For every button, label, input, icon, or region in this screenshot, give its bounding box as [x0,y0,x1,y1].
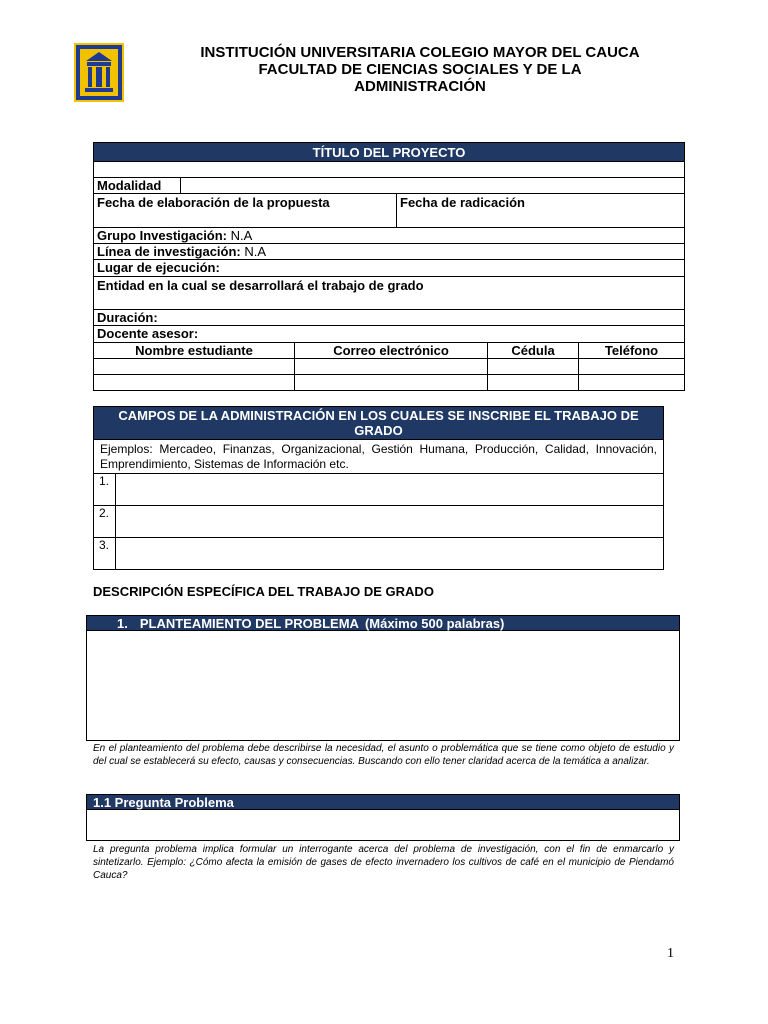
modalidad-label: Modalidad [94,178,181,193]
grupo-row [93,228,685,244]
project-title-label: TÍTULO DEL PROYECTO [312,144,466,160]
project-title-field[interactable] [93,162,685,178]
student-row [93,359,685,375]
fecha-radicacion-label: Fecha de radicación [400,195,525,210]
campo-row [93,474,664,506]
student-email-field[interactable] [295,375,488,390]
docente-label: Docente asesor: [97,326,199,341]
student-name-field[interactable] [94,375,295,390]
pregunta-field[interactable] [86,810,680,841]
linea-row [93,244,685,260]
students-header-row [93,343,685,359]
lugar-label: Lugar de ejecución: [97,260,220,275]
lugar-row [93,260,685,277]
modalidad-field[interactable] [181,178,684,193]
campo-field[interactable] [116,474,663,505]
fecha-elaboracion-label: Fecha de elaboración de la propuesta [94,194,397,227]
docente-row [93,326,685,343]
fechas-row [93,194,685,228]
campo-field[interactable] [116,506,663,537]
entidad-row [93,277,685,310]
institution-logo [74,43,124,102]
planteamiento-number: 1. [117,615,128,631]
campos-header [93,406,664,440]
grupo-value: N.A [227,228,253,243]
column-correo: Correo electrónico [295,343,488,358]
faculty-name: FACULTAD DE CIENCIAS SOCIALES Y DE LA [258,61,582,78]
student-phone-field[interactable] [579,359,684,374]
campo-row [93,538,664,570]
student-row [93,375,685,391]
pregunta-title: 1.1 Pregunta Problema [93,794,234,810]
duracion-label: Duración: [97,310,158,325]
project-form [93,142,685,391]
campo-number: 3. [94,538,116,569]
student-cedula-field[interactable] [488,359,579,374]
campos-examples: Ejemplos: Mercadeo, Finanzas, Organizacional, Gestión Humana, Producción, Calidad, Innovación, Emprendimiento, Sistemas de Información etc. [100,442,657,471]
project-title-header [93,142,685,162]
student-phone-field[interactable] [579,375,684,390]
entidad-label: Entidad en la cual se desarrollará el trabajo de grado [97,278,424,293]
student-name-field[interactable] [94,359,295,374]
campo-number: 2. [94,506,116,537]
pregunta-note: La pregunta problema implica formular un interrogante acerca del problema de investigación, con el fin de enmarcarlo y sintetizarlo. Ejemplo: ¿Cómo afecta la emisión de gases de efecto invernadero los cultivos de café en el municipio de Piendamó Cauca? [93,844,674,881]
page-number: 1 [667,946,674,961]
planteamiento-limit: (Máximo 500 palabras) [364,615,505,631]
linea-label: Línea de investigación: [97,244,241,259]
column-cedula: Cédula [488,343,579,358]
planteamiento-note: En el planteamiento del problema debe describirse la necesidad, el asunto o problemática que se tiene como objeto de estudio y del cual se establecerá su efecto, causas y consecuencias. Buscando con ello tener claridad acerca de la temática a analizar. [93,743,674,767]
campo-number: 1. [94,474,116,505]
faculty-name-cont: ADMINISTRACIÓN [354,78,486,95]
campo-field[interactable] [116,538,663,569]
building-icon [74,43,124,102]
campos-examples-row [93,440,664,474]
document-header [140,44,700,95]
planteamiento-header [86,615,680,631]
descripcion-title: DESCRIPCIÓN ESPECÍFICA DEL TRABAJO DE GRADO [93,584,434,599]
campos-header-label: CAMPOS DE LA ADMINISTRACIÓN EN LOS CUALES SE INSCRIBE EL TRABAJO DE GRADO [118,408,639,438]
planteamiento-section [86,615,680,768]
campos-table [93,406,664,570]
modalidad-row [93,178,685,194]
duracion-row [93,310,685,326]
column-nombre: Nombre estudiante [94,343,295,358]
campo-row [93,506,664,538]
planteamiento-title: PLANTEAMIENTO DEL PROBLEMA [139,615,359,631]
planteamiento-field[interactable] [86,631,680,741]
pregunta-section [86,794,680,882]
grupo-label: Grupo Investigación: [97,228,228,243]
student-cedula-field[interactable] [488,375,579,390]
linea-value: N.A [240,244,267,259]
student-email-field[interactable] [295,359,488,374]
institution-name: INSTITUCIÓN UNIVERSITARIA COLEGIO MAYOR DEL CAUCA [200,44,640,61]
pregunta-header [86,794,680,810]
column-telefono: Teléfono [604,343,659,358]
